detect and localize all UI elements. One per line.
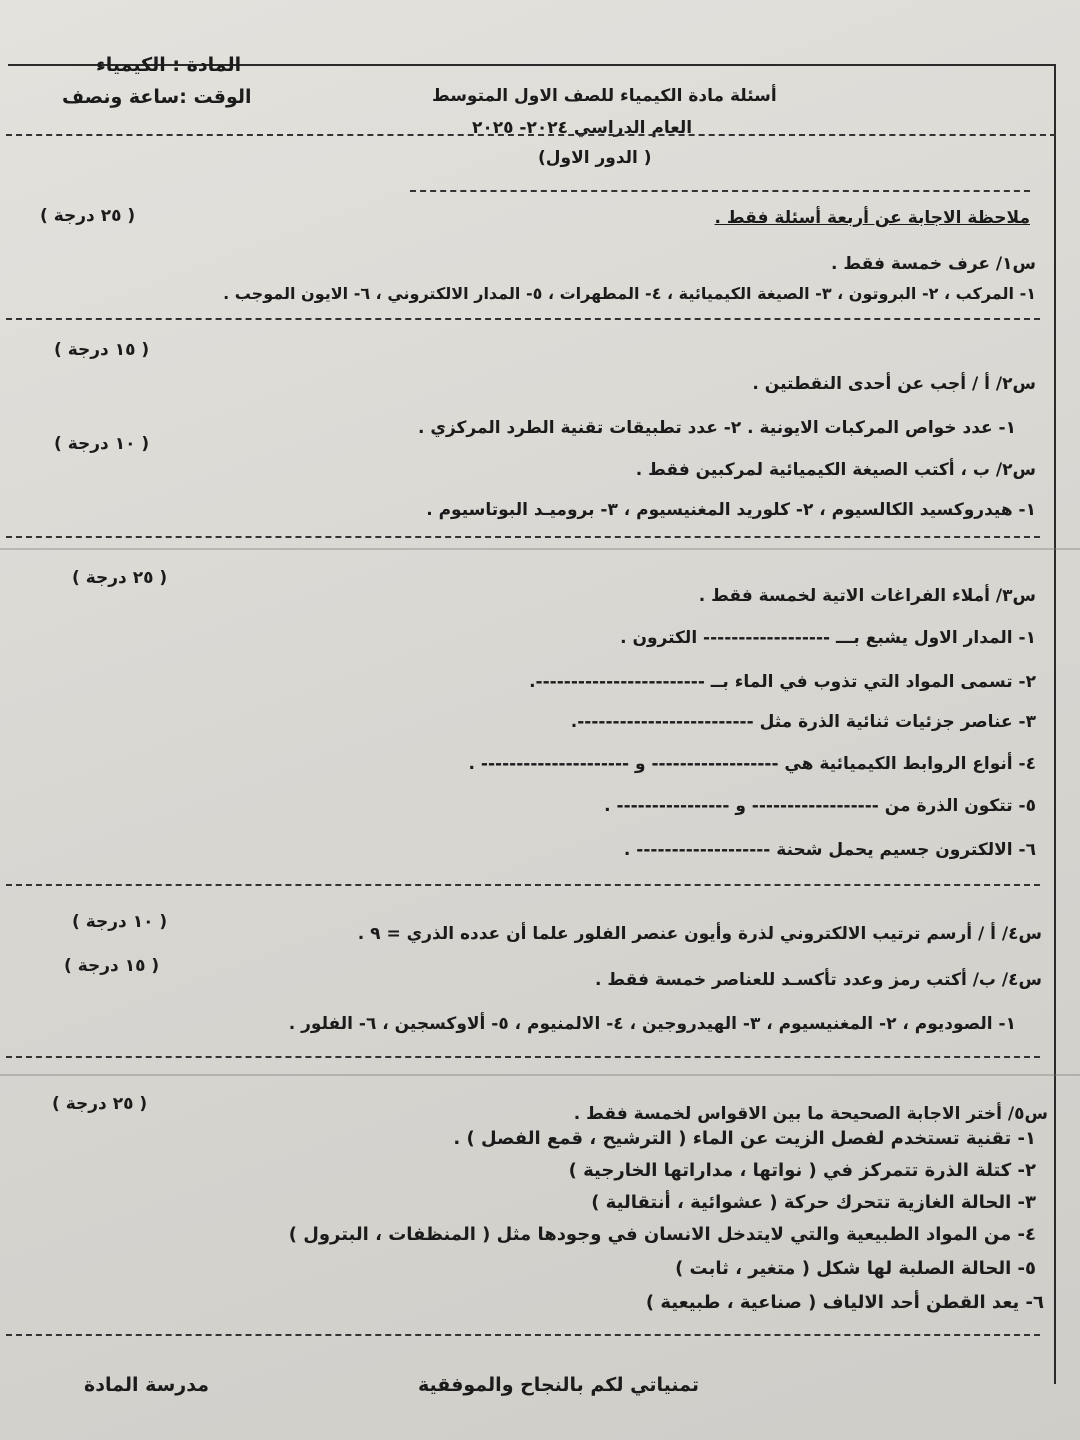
paper-fold — [0, 1074, 1080, 1076]
separator — [6, 1334, 1040, 1336]
q2-marks: ( ١٥ درجة ) — [54, 340, 150, 360]
q3-item-6: ٦- الالكترون جسيم يحمل شحنة ------------------- . — [623, 840, 1036, 860]
q4a-title: س٤/ أ / أرسم ترتيب الالكتروني لذرة وأيون عنصر الفلور علما أن عدده الذري = ٩ . — [357, 924, 1042, 944]
separator — [6, 318, 1040, 320]
q5-item-6: ٦- يعد القطن أحد الالياف ( صناعية ، طبيعية ) — [645, 1292, 1044, 1313]
academic-year: العام الدراسي ٢٠٢٤- ٢٠٢٥ — [472, 118, 693, 138]
q2a-items: ١- عدد خواص المركبات الايونية . ٢- عدد تطبيقات تقنية الطرد المركزي . — [417, 418, 1016, 438]
q1-title: س١/ عرف خمسة فقط . — [831, 254, 1036, 274]
closing-wish: تمنياتي لكم بالنجاح والموفقية — [418, 1374, 699, 1396]
q4a-marks: ( ١٠ درجة ) — [72, 912, 168, 932]
time-label: الوقت :ساعة ونصف — [62, 86, 252, 108]
q3-item-4: ٤- أنواع الروابط الكيميائية هي ------------------ و --------------------- . — [468, 754, 1036, 774]
marks-badge: ( ٢٥ درجة ) — [40, 206, 136, 226]
q5-title: س٥/ أختر الاجابة الصحيحة ما بين الاقواس لخمسة فقط . — [573, 1104, 1048, 1124]
q3-item-2: ٢- تسمى المواد التي تذوب في الماء بــ ------------------------. — [529, 672, 1036, 692]
q2a-title: س٢/ أ / أجب عن أحدى النقطتين . — [752, 374, 1036, 394]
q5-item-3: ٣- الحالة الغازية تتحرك حركة ( عشوائية ، أنتقالية ) — [591, 1192, 1036, 1213]
paper-fold — [0, 548, 1080, 550]
q2b-title: س٢/ ب ، أكتب الصيغة الكيميائية لمركبين فقط . — [635, 460, 1036, 480]
q3-item-3: ٣- عناصر جزئيات ثنائية الذرة مثل -------------------------. — [570, 712, 1036, 732]
separator — [6, 536, 1040, 538]
q5-marks: ( ٢٥ درجة ) — [52, 1094, 148, 1114]
q3-marks: ( ٢٥ درجة ) — [72, 568, 168, 588]
separator — [6, 134, 1056, 136]
q5-item-1: ١- تقنية تستخدم لفصل الزيت عن الماء ( الترشيح ، قمع الفصل ) . — [453, 1128, 1036, 1149]
q3-item-1: ١- المدار الاول يشبع بـــ ------------------ الكترون . — [620, 628, 1036, 648]
q5-item-4: ٤- من المواد الطبيعية والتي لايتدخل الانسان في وجودها مثل ( المنظفات ، البترول ) — [288, 1224, 1036, 1245]
q5-item-5: ٥- الحالة الصلبة لها شكل ( متغير ، ثابت ) — [675, 1258, 1036, 1279]
instruction-note: ملاحظة الاجابة عن أربعة أسئلة فقط . — [714, 208, 1030, 228]
separator — [410, 190, 1030, 192]
q4b-title: س٤/ ب/ أكتب رمز وعدد تأكسـد للعناصر خمسة فقط . — [595, 970, 1042, 990]
q1-items: ١- المركب ، ٢- البروتون ، ٣- الصيغة الكيميائية ، ٤- المطهرات ، ٥- المدار الالكتروني ، ٦- الايون الموجب . — [223, 284, 1036, 303]
q4b-items: ١- الصوديوم ، ٢- المغنيسيوم ، ٣- الهيدروجين ، ٤- الالمنيوم ، ٥- ألاوكسجين ، ٦- الفلور . — [288, 1014, 1016, 1034]
q2a-marks: ( ١٠ درجة ) — [54, 434, 150, 454]
teacher-signature: مدرسة المادة — [84, 1374, 209, 1396]
subject-label: المادة : الكيمياء — [96, 54, 242, 76]
q2b-items: ١- هيدروكسيد الكالسيوم ، ٢- كلوريد المغنيسيوم ، ٣- بروميـد البوتاسيوم . — [426, 500, 1036, 520]
q5-item-2: ٢- كتلة الذرة تتمركز في ( نواتها ، مداراتها الخارجية ) — [568, 1160, 1036, 1181]
separator — [6, 884, 1040, 886]
exam-title: أسئلة مادة الكيمياء للصف الاول المتوسط — [432, 86, 777, 106]
q3-title: س٣/ أملاء الفراغات الاتية لخمسة فقط . — [698, 586, 1036, 606]
q3-item-5: ٥- تتكون الذرة من ------------------ و ---------------- . — [604, 796, 1036, 816]
separator — [6, 1056, 1040, 1058]
q4b-marks: ( ١٥ درجة ) — [64, 956, 160, 976]
exam-round: ( الدور الاول) — [538, 148, 652, 168]
